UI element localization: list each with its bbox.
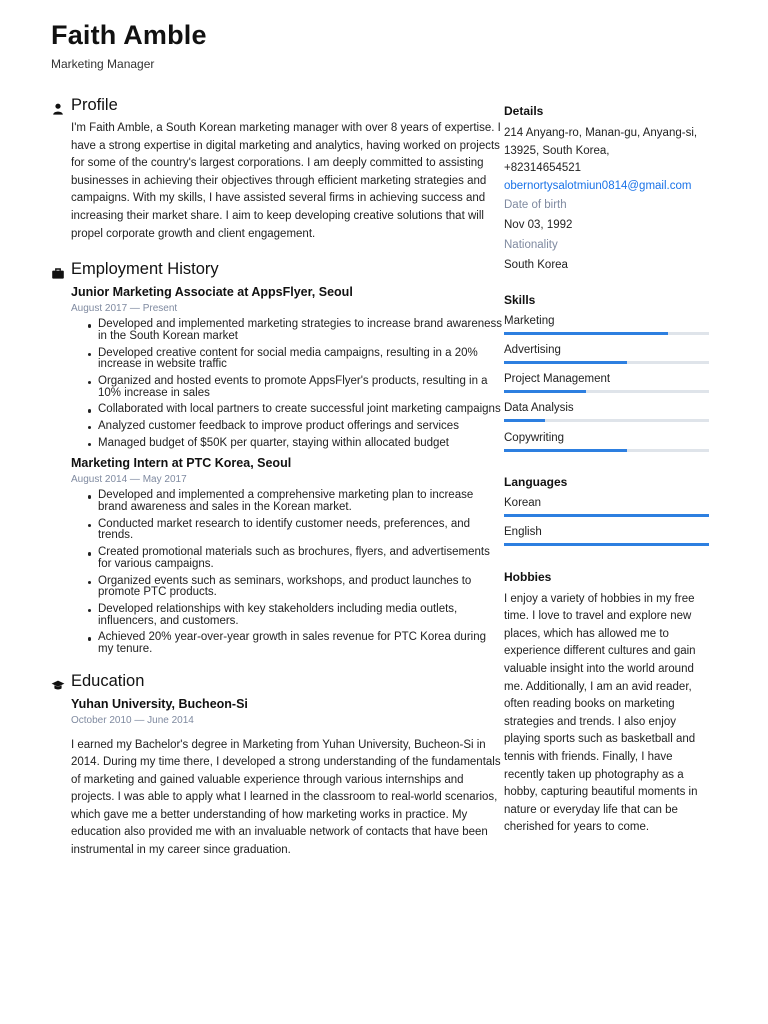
resume-name: Faith Amble bbox=[51, 20, 207, 50]
person-icon bbox=[51, 102, 65, 116]
language-bar bbox=[504, 514, 709, 517]
bullet-item: Analyzed customer feedback to improve product offerings and services bbox=[71, 421, 503, 433]
skill-bar bbox=[504, 449, 709, 452]
language-item bbox=[504, 525, 709, 546]
education-heading: Education bbox=[71, 671, 145, 690]
education-section bbox=[51, 672, 503, 860]
job-bullets bbox=[71, 490, 503, 655]
details-section bbox=[504, 103, 709, 275]
languages-heading: Languages bbox=[504, 474, 568, 489]
sidebar bbox=[504, 103, 709, 837]
bullet-item: Organized events such as seminars, workshops, and product launches to promote PTC products. bbox=[71, 576, 503, 599]
language-bar bbox=[504, 543, 709, 546]
skill-item bbox=[504, 372, 709, 393]
hobbies-heading: Hobbies bbox=[504, 569, 552, 584]
graduation-cap-icon bbox=[51, 678, 65, 692]
employment-heading: Employment History bbox=[71, 260, 219, 279]
profile-header bbox=[51, 96, 503, 118]
profile-section bbox=[51, 96, 503, 243]
employment-section bbox=[51, 260, 503, 655]
bullet-item: Managed budget of $50K per quarter, staying within allocated budget bbox=[71, 438, 503, 450]
education-text: I earned my Bachelor's degree in Marketing from Yuhan University, Bucheon-Si in 2014. During my time there, I developed a strong understanding of the fundamentals of marketing and gained valuable experience through various internships and projects. I was able to apply what I learned in the classroom to real-world scenarios, which gave me a better understanding of how marketing works in practice. My education also provided me with an invaluable network of contacts that have been instrumental in my career since graduation. bbox=[71, 738, 501, 857]
bullet-item: Developed relationships with key stakeholders including media outlets, influencers, and customers. bbox=[71, 604, 503, 627]
bullet-item: Collaborated with local partners to create successful joint marketing campaigns bbox=[71, 404, 503, 416]
language-bar-fill bbox=[504, 543, 709, 546]
hobbies-text: I enjoy a variety of hobbies in my free time. I love to travel and explore new places, which has allowed me to experience different cultures and gain valuable insight into the world around me. Additionally, I am an avid reader, often reading books on marketing strategies and trends. I also enjoy playing sports such as basketball and tennis with friends. Finally, I have recently taken up photography as a hobby, capturing beautiful moments in nature or everyday life that can be cherished for years to come. bbox=[504, 592, 698, 834]
skill-name: Data Analysis bbox=[504, 402, 574, 415]
bullet-item: Organized and hosted events to promote AppsFlyer's products, resulting in a 10% increase in sales bbox=[71, 376, 503, 399]
skill-bar bbox=[504, 390, 709, 393]
hobbies-section bbox=[504, 569, 709, 837]
resume-job-title: Marketing Manager bbox=[51, 57, 155, 71]
job-entry bbox=[71, 455, 503, 655]
language-name: English bbox=[504, 525, 542, 538]
skill-name: Advertising bbox=[504, 343, 561, 356]
skill-name: Marketing bbox=[504, 314, 555, 327]
language-bar-fill bbox=[504, 514, 709, 517]
skill-name: Copywriting bbox=[504, 431, 565, 444]
job-dates: August 2014 — May 2017 bbox=[71, 474, 187, 486]
language-name: Korean bbox=[504, 496, 542, 509]
skill-bar-fill bbox=[504, 361, 627, 364]
skill-item bbox=[504, 314, 709, 335]
skills-heading: Skills bbox=[504, 292, 536, 307]
job-dates: August 2017 — Present bbox=[71, 303, 178, 315]
skill-bar-fill bbox=[504, 419, 545, 422]
skill-item bbox=[504, 343, 709, 364]
job-entry bbox=[71, 284, 503, 449]
dob-value: Nov 03, 1992 bbox=[504, 218, 573, 231]
nationality-label: Nationality bbox=[504, 238, 558, 251]
bullet-item: Developed and implemented marketing strategies to increase brand awareness in the South Korean market bbox=[71, 319, 503, 342]
nationality-value: South Korea bbox=[504, 259, 568, 272]
education-header bbox=[51, 672, 503, 694]
profile-heading: Profile bbox=[71, 96, 118, 114]
skill-item bbox=[504, 401, 709, 422]
languages-section bbox=[504, 474, 709, 546]
employment-header bbox=[51, 260, 503, 282]
skill-item bbox=[504, 431, 709, 452]
main-column bbox=[51, 96, 503, 860]
phone: +82314654521 bbox=[504, 162, 582, 175]
job-title: Junior Marketing Associate at AppsFlyer, Seoul bbox=[71, 285, 353, 300]
bullet-item: Developed and implemented a comprehensive marketing plan to increase brand awareness and sales in the Korean market. bbox=[71, 490, 503, 513]
address: 214 Anyang-ro, Manan-gu, Anyang-si, 13925, South Korea, bbox=[504, 127, 698, 157]
skill-name: Project Management bbox=[504, 373, 611, 386]
education-dates: October 2010 — June 2014 bbox=[71, 714, 194, 726]
bullet-item: Conducted market research to identify customer needs, preferences, and trends. bbox=[71, 519, 503, 542]
skill-bar-fill bbox=[504, 390, 586, 393]
job-title: Marketing Intern at PTC Korea, Seoul bbox=[71, 456, 292, 471]
dob-label: Date of birth bbox=[504, 199, 567, 212]
skills-section bbox=[504, 292, 709, 452]
bullet-item: Achieved 20% year-over-year growth in sales revenue for PTC Korea during my tenure. bbox=[71, 632, 503, 655]
email-link[interactable]: obernortysalotmiun0814@gmail.com bbox=[504, 179, 692, 192]
skill-bar-fill bbox=[504, 449, 627, 452]
skill-bar-fill bbox=[504, 332, 668, 335]
details-heading: Details bbox=[504, 104, 544, 118]
skill-bar bbox=[504, 361, 709, 364]
bullet-item: Created promotional materials such as brochures, flyers, and advertisements for various campaigns. bbox=[71, 547, 503, 570]
education-entry bbox=[71, 696, 503, 728]
skill-bar bbox=[504, 332, 709, 335]
profile-text: I'm Faith Amble, a South Korean marketing manager with over 8 years of expertise. I have a strong expertise in digital marketing and analytics, having worked on projects for some of the country's largest corporations. I am deeply committed to assisting businesses in achieving their objectives through efficient marketing strategies and campaigns. With my skills, I have assisted several firms in achieving success and increasing their market share. I aim to keep developing creative solutions that will propel corporate growth and client engagement. bbox=[71, 122, 501, 240]
job-bullets bbox=[71, 319, 503, 449]
briefcase-icon bbox=[51, 266, 65, 280]
skill-bar bbox=[504, 419, 709, 422]
school-name: Yuhan University, Bucheon-Si bbox=[71, 696, 248, 711]
bullet-item: Developed creative content for social media campaigns, resulting in a 20% increase in website traffic bbox=[71, 348, 503, 371]
language-item bbox=[504, 496, 709, 517]
